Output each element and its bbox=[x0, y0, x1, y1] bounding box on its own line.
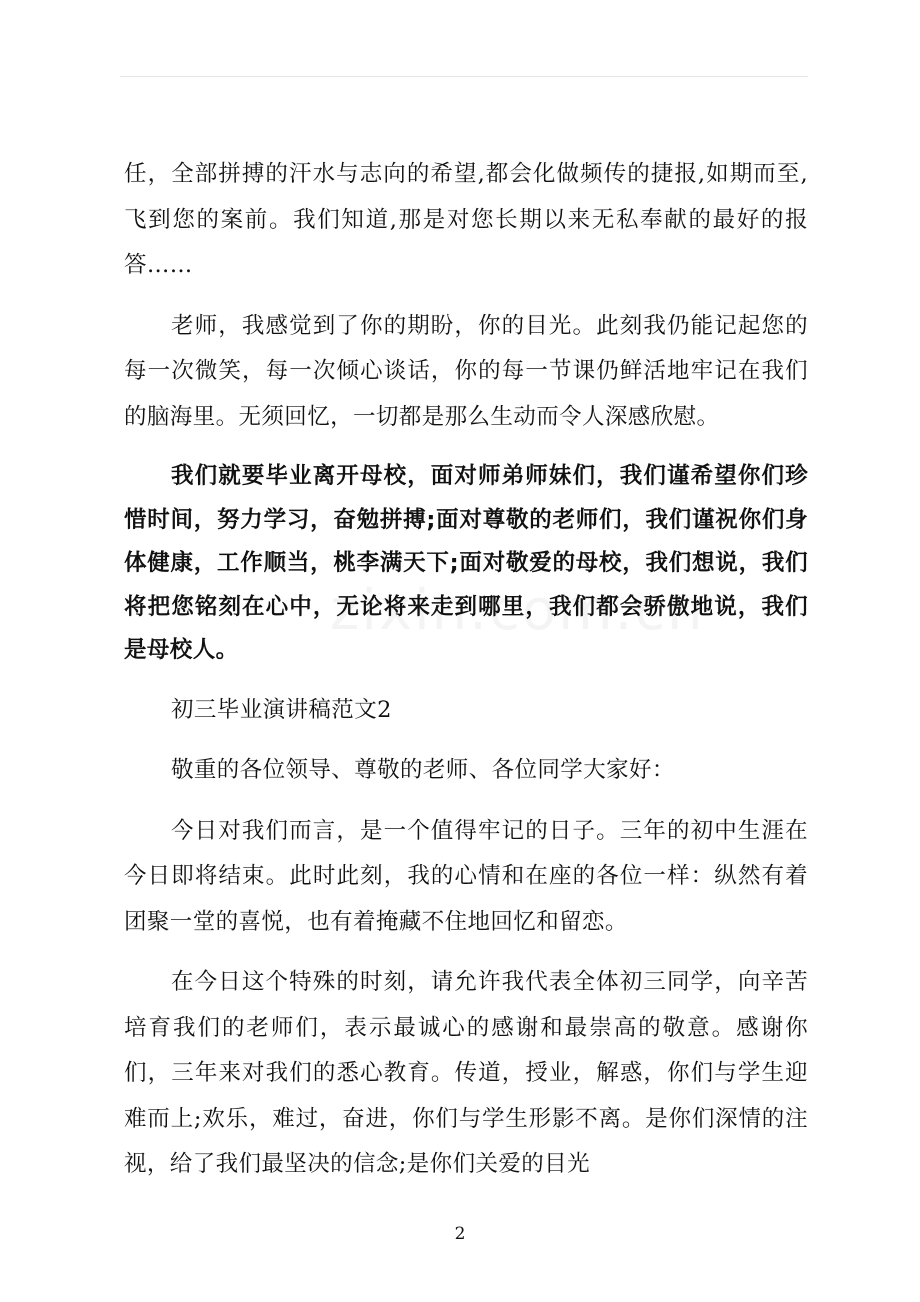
paragraph-2: 老师，我感觉到了你的期盼，你的目光。此刻我仍能记起您的每一次微笑，每一次倾心谈话，你的每一节课仍鲜活地牢记在我们的脑海里。无须回忆，一切都是那么生动而令人深感欣慰。 bbox=[124, 312, 808, 430]
salutation: 敬重的各位领导、尊敬的老师、各位同学大家好： bbox=[171, 757, 675, 783]
paragraph-6: 今日对我们而言，是一个值得牢记的日子。三年的初中生涯在今日即将结束。此时此刻，我的心情和在座的各位一样：纵然有着团聚一堂的喜悦，也有着掩藏不住地回忆和留恋。 bbox=[124, 817, 808, 935]
paragraph-7: 在今日这个特殊的时刻，请允许我代表全体初三同学，向辛苦培育我们的老师们，表示最诚心的感谢和最崇高的敬意。感谢你们，三年来对我们的悉心教育。传道，授业，解惑，你们与学生迎难而上;欢乐，难过，奋进，你们与学生形影不离。是你们深情的注视，给了我们最坚决的信念;是你们关爱的目光 bbox=[124, 969, 808, 1177]
paragraph-3-bold: 我们就要毕业离开母校，面对师弟师妹们，我们谨希望你们珍惜时间，努力学习，奋勉拼搏;面对尊敬的老师们，我们谨祝你们身体健康，工作顺当，桃李满天下;面对敬爱的母校，我们想说，我们将把您铭刻在心中，无论将来走到哪里，我们都会骄傲地说，我们是母校人。 bbox=[124, 463, 808, 663]
section-heading: 初三毕业演讲稿范文2 bbox=[171, 696, 392, 723]
page-number: 2 bbox=[454, 1224, 466, 1244]
document-body bbox=[124, 152, 808, 1188]
paragraph-1: 任，全部拼搏的汗水与志向的希望,都会化做频传的捷报,如期而至,飞到您的案前。我们知道,那是对您长期以来无私奉献的最好的报答…… bbox=[124, 161, 808, 278]
header-rule bbox=[120, 76, 808, 77]
